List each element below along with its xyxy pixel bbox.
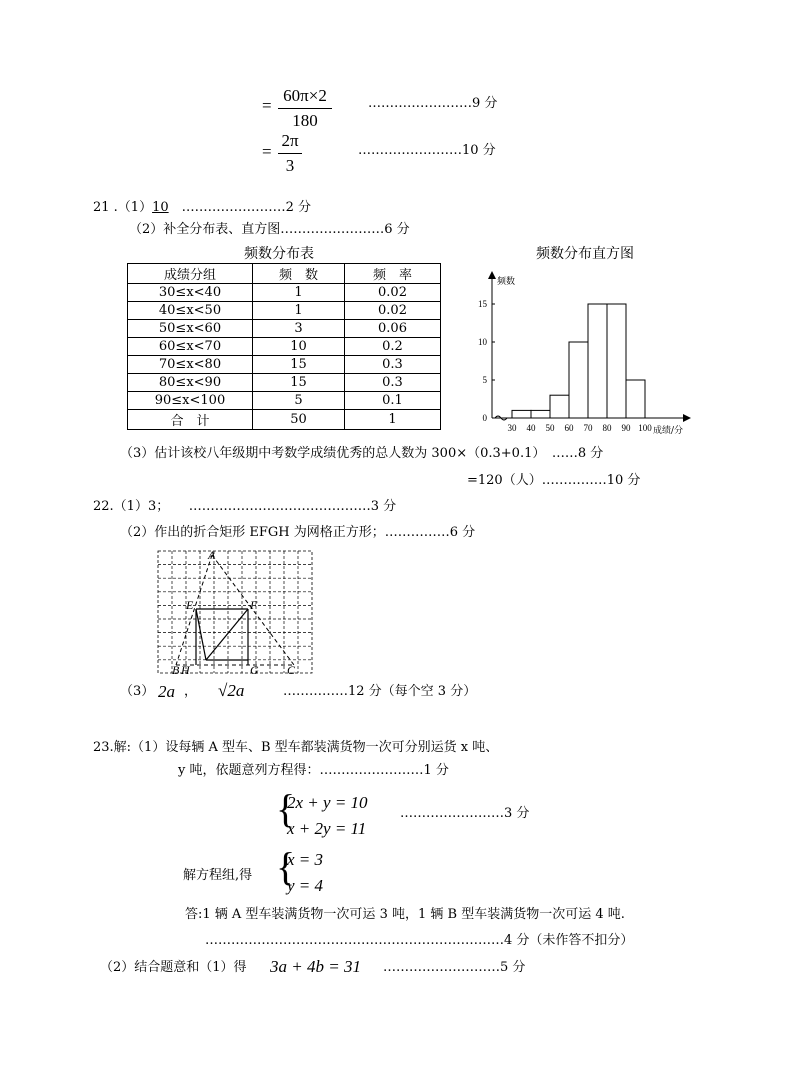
histogram-bar (512, 410, 531, 418)
table-cell: 0.3 (345, 374, 441, 392)
x-tick-label: 40 (526, 423, 536, 433)
equation-points: ……………………3 分 (400, 806, 530, 821)
table-cell: 成绩分组 (128, 264, 253, 284)
table-title: 频数分布表 (244, 246, 314, 262)
table-cell: 频 数 (253, 264, 345, 284)
fraction-1-denominator: 180 (292, 111, 318, 131)
table-cell: 90≤x<100 (128, 392, 253, 410)
fraction-2-numerator: 2π (281, 131, 299, 150)
table-cell: 10 (253, 338, 345, 356)
table-cell: 0.06 (345, 320, 441, 338)
table-cell: 0.02 (345, 302, 441, 320)
table-cell: 0.1 (345, 392, 441, 410)
grid-figure (154, 547, 316, 677)
q23-part1: 23.解:（1）设每辆 A 型车、B 型车都装满货物一次可分别运货 x 吨、 (93, 740, 499, 755)
y-tick-label: 15 (478, 299, 487, 309)
q23-part1b: y 吨，依题意列方程得：……………………1 分 (178, 763, 449, 778)
q21-answer: 10 (152, 200, 169, 215)
q21-part3-result: =120（人）……………10 分 (467, 473, 641, 488)
table-cell: 50≤x<60 (128, 320, 253, 338)
q21-part3: （3）估计该校八年级期中考数学成绩优秀的总人数为 300×（0.3+0.1） ……8 分 (120, 446, 604, 461)
q22-comma: ， (184, 684, 198, 699)
table-row (128, 338, 441, 356)
fraction-2-denominator: 3 (285, 156, 295, 176)
table-cell: 15 (253, 374, 345, 392)
table-row (128, 410, 441, 430)
histogram (455, 265, 695, 440)
table-row (128, 356, 441, 374)
y-tick-label: 0 (482, 413, 487, 423)
q23-answer: 答:1 辆 A 型车装满货物一次可运 3 吨，1 辆 B 型车装满货物一次可运 4 吨. (185, 907, 625, 922)
histogram-bar (607, 304, 626, 418)
equation-1: 2x + y = 10 (287, 793, 368, 812)
x-tick-label: 90 (621, 423, 631, 433)
y-axis-label: 频数 (497, 277, 516, 287)
x-tick-label: 50 (545, 423, 555, 433)
q23-part2-points: ………………………5 分 (383, 960, 526, 975)
x-tick-label: 80 (602, 423, 612, 433)
q22-part3-prefix: （3） (120, 684, 155, 699)
table-row (128, 284, 441, 302)
table-cell: 1 (345, 410, 441, 430)
y-tick-label: 5 (482, 375, 487, 385)
table-row (128, 374, 441, 392)
table-cell: 1 (253, 302, 345, 320)
label-G: G (250, 663, 259, 677)
q22-answer-b: √2a (218, 681, 245, 700)
equation-2: x + 2y = 11 (287, 819, 367, 838)
solve-label: 解方程组,得 (183, 868, 253, 883)
table-cell: 50 (253, 410, 345, 430)
histogram-bar (626, 380, 645, 418)
chart-title: 频数分布直方图 (536, 246, 634, 262)
table-cell: 80≤x<90 (128, 374, 253, 392)
q21-part2: （2）补全分布表、直方图……………………6 分 (129, 222, 410, 237)
table-cell: 1 (253, 284, 345, 302)
table-cell: 60≤x<70 (128, 338, 253, 356)
histogram-bar (569, 342, 588, 418)
y-axis-arrow (488, 271, 496, 279)
system-brace-1: { (276, 786, 296, 831)
label-F: F (250, 598, 258, 612)
table-cell: 70≤x<80 (128, 356, 253, 374)
q22-part2: （2）作出的折合矩形 EFGH 为网格正方形；……………6 分 (120, 525, 476, 540)
x-tick-label: 100 (638, 423, 652, 433)
table-cell: 5 (253, 392, 345, 410)
q23-part2-equation: 3a + 4b = 31 (270, 957, 361, 976)
eq-sign-1: = (262, 96, 272, 115)
q22-answer-a: 2a (158, 682, 175, 701)
y-tick-label: 10 (478, 337, 487, 347)
table-row (128, 392, 441, 410)
solution-2: y = 4 (287, 876, 324, 895)
x-tick-label: 70 (583, 423, 593, 433)
table-cell: 3 (253, 320, 345, 338)
solution-1: x = 3 (287, 850, 324, 869)
label-B: B (172, 663, 180, 677)
fraction-2 (278, 131, 302, 177)
x-axis-label: 成绩/分 (653, 426, 684, 436)
fraction-1-numerator: 60π×2 (283, 86, 327, 105)
table-cell: 0.02 (345, 284, 441, 302)
table-row (128, 320, 441, 338)
fraction-1 (278, 86, 332, 132)
system-brace-2: { (276, 844, 296, 889)
q21-part1: 21 .（1）10 ……………………2 分 (93, 200, 312, 215)
points-line-2: ……………………10 分 (358, 143, 496, 158)
histogram-bar (550, 395, 569, 418)
table-cell: 0.3 (345, 356, 441, 374)
label-E: E (186, 598, 194, 612)
table-cell: 合 计 (128, 410, 253, 430)
eq-sign-2: = (262, 142, 272, 161)
q23-answer-points: ……………………………………………………………4 分（未作答不扣分） (205, 933, 634, 948)
histogram-bar (531, 410, 550, 418)
table-cell: 30≤x<40 (128, 284, 253, 302)
x-tick-label: 30 (507, 423, 517, 433)
q23-part2-prefix: （2）结合题意和（1）得 (100, 960, 247, 975)
points-line-1: ……………………9 分 (368, 96, 498, 111)
table-header-row (128, 264, 441, 284)
table-cell: 频 率 (345, 264, 441, 284)
label-A: A (208, 548, 216, 562)
table-cell: 40≤x<50 (128, 302, 253, 320)
frequency-table (127, 263, 441, 430)
x-tick-label: 60 (564, 423, 574, 433)
q22-part3-points: ……………12 分（每个空 3 分） (283, 684, 477, 699)
table-row (128, 302, 441, 320)
label-C: C (287, 663, 296, 677)
x-axis-arrow (683, 414, 691, 422)
q22-part1: 22.（1）3； ……………………………………3 分 (93, 499, 397, 514)
histogram-bar (588, 304, 607, 418)
label-H: H (181, 663, 190, 677)
table-cell: 15 (253, 356, 345, 374)
table-cell: 0.2 (345, 338, 441, 356)
